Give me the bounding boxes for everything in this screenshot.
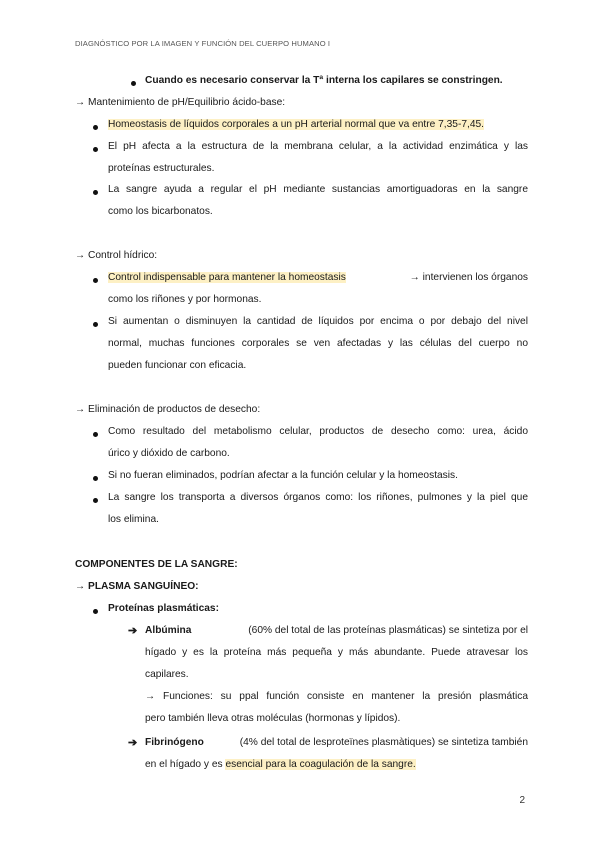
text-line: El pH afecta a la estructura de la membrana celular, a la actividad enzimática y las [108, 141, 528, 152]
text-line: úrico y dióxido de carbono. [108, 448, 230, 459]
text-line: La sangre los transporta a diversos órganos como: los riñones, pulmones y la piel que [108, 492, 528, 503]
text-line [145, 759, 416, 770]
text-line [108, 272, 528, 283]
text-line [145, 625, 528, 636]
text-line: Cuando es necesario conservar la Tª interna los capilares se constringen. [145, 75, 503, 86]
text-line: como los bicarbonatos. [108, 206, 213, 217]
bullet-dot [93, 609, 98, 614]
text-line: proteínas estructurales. [108, 163, 215, 174]
subsection-heading-plasma: → PLASMA SANGUÍNEO: [75, 581, 199, 592]
text-span: (60% del total de las proteínas plasmáticas) se sintetiza por el [248, 625, 528, 636]
section-heading-components: COMPONENTES DE LA SANGRE: [75, 559, 238, 570]
text-line: como los riñones y por hormonas. [108, 294, 262, 305]
arrow-bullet-icon: ➔ [128, 737, 138, 749]
text-line [145, 737, 528, 748]
highlighted-text: Control indispensable para mantener la homeostasis [108, 272, 346, 283]
bullet-dot [93, 190, 98, 195]
bullet-dot [93, 147, 98, 152]
running-header: DIAGNÓSTICO POR LA IMAGEN Y FUNCIÓN DEL CUERPO HUMANO I [75, 39, 331, 48]
section-heading-elimination: → Eliminación de productos de desecho: [75, 404, 261, 415]
text-line: La sangre ayuda a regular el pH mediante sustancias amortiguadoras en la sangre [108, 184, 528, 195]
text-span: → intervienen los órganos [409, 272, 528, 283]
text-line: pueden funcionar con eficacia. [108, 360, 247, 371]
list-heading-proteins: Proteínas plasmáticas: [108, 603, 219, 614]
term-albumina: Albúmina [145, 625, 192, 636]
text-line: pero también lleva otras moléculas (hormonas y lípidos). [145, 713, 401, 724]
text-span: (4% del total de lesproteïnes plasmàtiques) se sintetiza también [239, 737, 528, 748]
section-heading-control: → Control hídrico: [75, 250, 158, 261]
section-heading-ph: → Mantenimiento de pH/Equilibrio ácido-base: [75, 97, 286, 108]
text-line: capilares. [145, 669, 189, 680]
highlighted-text: Homeostasis de líquidos corporales a un pH arterial normal que va entre 7,35-7,45. [108, 119, 485, 130]
text-line: → Funciones: su ppal función consiste en mantener la presión plasmática [145, 691, 528, 702]
text-line: Como resultado del metabolismo celular, productos de desecho como: urea, ácido [108, 426, 528, 437]
text-span: en el hígado y es [145, 759, 226, 770]
arrow-bullet-icon: ➔ [128, 625, 138, 637]
text-line: Si no fueran eliminados, podrían afectar a la función celular y la homeostasis. [108, 470, 458, 481]
text-line: hígado y es la proteína más pequeña y más abundante. Puede atravesar los [145, 647, 528, 658]
page-number: 2 [519, 795, 525, 806]
highlighted-text: esencial para la coagulación de la sangre. [225, 759, 416, 770]
bullet-dot [93, 498, 98, 503]
bullet-dot [93, 278, 98, 283]
text-span [145, 625, 191, 636]
text-line: normal, muchas funciones corporales se ven afectadas y las células del cuerpo no [108, 338, 528, 349]
term-fibrinogeno: Fibrinógeno [145, 737, 204, 748]
text-line: los elimina. [108, 514, 159, 525]
bullet-dot [93, 432, 98, 437]
bullet-dot [93, 125, 98, 130]
text-line: Si aumentan o disminuyen la cantidad de líquidos por encima o por debajo del nivel [108, 316, 528, 327]
bullet-dot [93, 476, 98, 481]
bullet-dot [93, 322, 98, 327]
bullet-dot [131, 81, 136, 86]
